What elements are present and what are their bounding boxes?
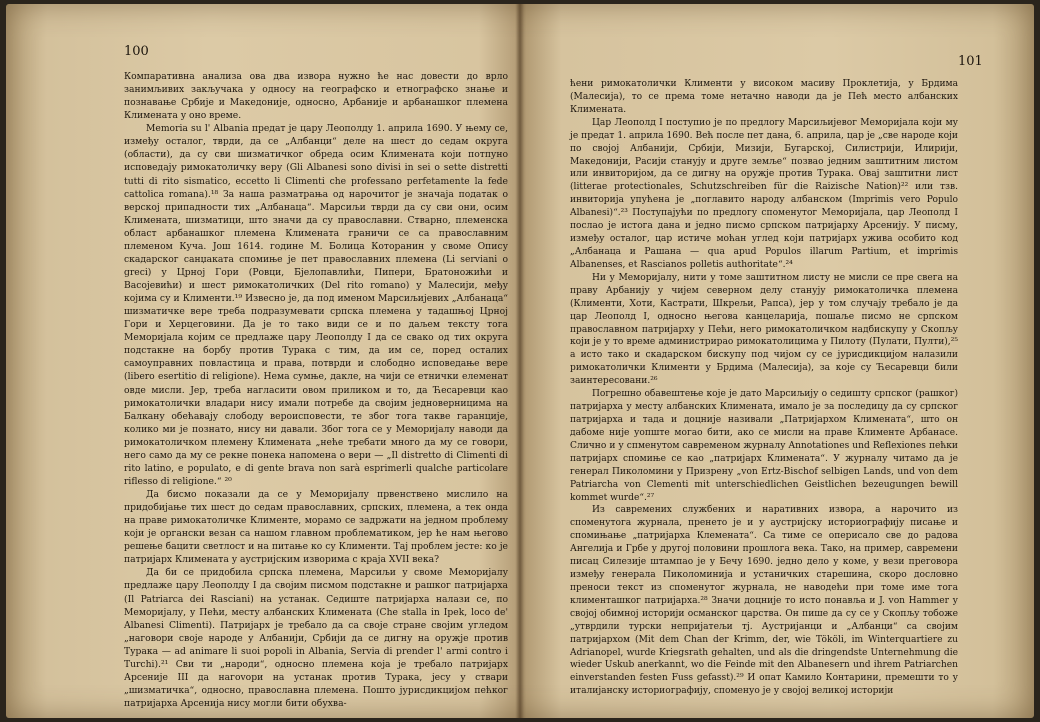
paragraph: Да бисмо показали да се у Меморијалу првенствено мислило на придобијање тих шест до седам православних, српских, племена, а тек онда на праве римокатоличке Клименте, морамо се задржати на једном проблему који је органски везан са нашом главном проблематиком, јер ће нам његово решење бацити светлост и на питање ко су Клименти. Тај проблем јесте: ко је патријарх Климената у аустријским изворима с краја XVII века? bbox=[124, 489, 508, 566]
paragraph: Погрешно обавештење које је дато Марсиљију о седишту српског (рашког) патријарха у месту албанских Климената, имало је за последицу да су српског патријарха и тада и доцније називали „Патријархом Климената“, што он дабоме није уопште могао бити, ако се мисли на праве Клименте Арбанасе. Слично и у спменутом савременом журналу Annotationes und Reflexiones пећки патријарх спомиње се као „патријарх Климената“. У журналу читамо да је генерал Пиколомини у Призрену „von Ertz-Bischof selbigen Lands, und von dem Patriarcha von Clementi mit unterschiedlichen Geistlichen bezeugungen bewill kommet wurde“.²⁷ bbox=[570, 389, 958, 503]
paragraph: Компаративна анализа ова два извора нужно ће нас довести до врло занимљивих закључака у односу на географско и етнографско знање и познавање Србије и Македоније, односно, Арбаније и арбанашког племена Климената у оно време. bbox=[124, 71, 508, 122]
right-page bbox=[520, 4, 1034, 718]
paragraph: Ни у Меморијалу, нити у томе заштитном листу не мисли се пре свега на праву Арбанију у чијем северном делу станују римокатоличка племена (Клименти, Хоти, Кастрати, Шкрељи, Рапса), јер у том случају требало је да цар Леополд I, односно његова канцеларија, пошаље писмо не српском православном патријарху у Пећи, него римокатоличком надбискупу у Скопљу који је у то време администрирао римокатолицима у Пилоту (Пулати, Пулти),²⁵ а исто тако и скадарском бискупу под чијом су се јурисдикцијом налазили римокатолички Клименти у Брдима (Малесија), за које су Ћесаревци били заинтересовани.²⁶ bbox=[570, 272, 958, 387]
page-number-left: 100 bbox=[124, 44, 149, 59]
paragraph: ћени римокатолички Клименти у високом масиву Проклетија, у Брдима (Малесија), то се према томе нетачно наводи да је Пећ место албанских Климената. bbox=[570, 79, 958, 115]
book-spread bbox=[6, 4, 1034, 718]
paragraph: Цар Леополд I поступио је по предлогу Марсиљијевог Меморијала који му је предат 1. априла 1690. Већ после пет дана, 6. априла, цар је „све народе који по својој Албанији, Србији, Мизији, Бугарској, Силистрији, Илирији, Македонији, Расији станују и друге земље“ позвао једним заштитним листом или инвиторијом, да се дигну на оружје против Турака. Овај заштитни лист (litterae protectionales, Schutzschreiben für die Raizische Nation)²² или тзв. инвиторија упућена је „поглавито народу албанском (Imprimis vero Populo Albanesi)“.²³ Поступајући по предлогу споменутог Меморијала, цар Леополд I послао је истога дана и једно писмо српском патријарху Арсенију. У писму, између осталог, цар истиче моћан углед који патријарх ужива особито код „Албанаца и Рашана — qua apud Populos illarum Partium, et imprimis Albanenses, et Rascianos polletis authoritate“.²⁴ bbox=[570, 117, 958, 270]
right-page-text bbox=[570, 78, 958, 698]
paragraph: Из савремених службених и наративних извора, а нарочито из споменутога журнала, пренето је и у аустријску историографију писање и спомињање „патријарха Клемената“. Са тиме се оперисало све до радова Ангелија и Грбе у другој половини прошлога века. Тако, на пример, савремени писац Силезије штампао је у Бечу 1690. једно дело у коме, у вези преговора између генерала Пиколоминија и устаничких старешина, скоро дословно преноси текст из споменутог журнала, не наводећи при томе име тога клименташког патријарха.²⁸ Значи доцније то исто понавља и J. von Hammer у својој обимној историји османског царства. Он пише да су се у Скопљу тобоже „утврдили турски непријатељи тј. Аустријанци и „Албанци“ са својим патријархом (Mit dem Chan der Krimm, der, wie Tököli, im Winterquartiere zu Adrianopel, wurde Kriegsrath gehalten, und als die dringendste Unternehmung die wieder Uskub anerkannt, wo die Feinde mit den Albanesern und ihrem Patriarchen einverstanden festen Fuss gefasst).²⁹ И опат Камило Контарини, премешти то у италијанску историографију, споменуо је у својој великој историји bbox=[570, 505, 958, 697]
paragraph: Memoria su l' Albania предат је цару Леополду 1. априла 1690. У њему се, између осталог, тврди, да се „Албанци“ деле на шест до седам округа (области), да су сви шизматичког обреда осим Климената који потпуно исповедају римокатоличку веру (Gli Albanesi sono divisi in sei o sette distretti tutti di rito sismatico, eccetto li Climenti che professano perfetamente la fede cattolica romana).¹⁸ За наша разматрања од нарочитог је значаја податак о верској припадности тих „Албанаца“. Марсиљи тврди да су сви они, осим Климената, шизматици, што значи да су православни. Стварно, племенска област арбанашког племена Климената граничи се са православним племеном Куча. Још 1614. године М. Болица Которанин у своме Опису скадарског санџаката спомиње је пет православних племена (Li serviani o greci) у Црној Гори (Ровци, Бјелопавлићи, Пипери, Братоножићи и Васојевићи) и шест римокатоличких (Del rito romano) у Малесији, међу којима су и Клименти.¹⁹ Извесно је, да под именом Марсиљијевих „Албанаца“ шизматичке вере треба подразумевати српска племена у тадашњој Црној Гори и Херцеговини. Да је то тако види се и по даљем тексту тога Меморијала којим се предлаже цару Леополду I да се свако од тих округа подстакне на борбу против Турака с тим, да им се, поред осталих самоуправних повластица и права, потврди и слободно исповедање вере (libero esertitio di religione). Нема сумње, дакле, на чији се етнички елеменат овде мисли. Јер, треба нагласити овом приликом и то, да Ћесаревци као римокатолички владари нису имали потребе да својим једноверницима на Балкану обећавају слободу вероисповести, те због тога такве гаранције, колико ми је познато, нису ни давали. Због тога се у Меморијалу наводи да римокатоличком племену Климената „неће требати много да му се говори, него само да му се рекне понека напомена о вери — „Il distretto di Climenti di rito latino, e populato, e di gente brava non sarà esprimerli qualche particolare riflesso di religione.“ ²⁰ bbox=[124, 123, 508, 487]
left-page bbox=[6, 4, 520, 718]
left-page-text bbox=[124, 70, 508, 710]
paragraph: Да би се придобила српска племена, Марсиљи у своме Меморијалу предлаже цару Леополду I да својим писмом подстакне и рашког патријарха (Il Patriarca dei Rasciani) на устанак. Седиште патријарха налази се, по Меморијалу, у Пећи, месту албанских Климената (Che stalla in Ipek, loco de' Albanesi Climenti). Патријарх је требало да са своје стране својим угледом „наговори своје народе у Албанији, Србији да се дигну на оружје против Турака — ad animare li suoi popoli in Albania, Servia di prender l' armi contro i Turchi).²¹ Сви ти „народи“, односно племена која је требало патријарх Арсеније III да нагovори на устанак против Турака, јесу у ствари „шизматичка“, односно, православна племена. Пошто јурисдикцијом пећког патријарха Арсенија нису могли бити обухва- bbox=[124, 567, 508, 709]
page-number-right: 101 bbox=[958, 54, 983, 69]
